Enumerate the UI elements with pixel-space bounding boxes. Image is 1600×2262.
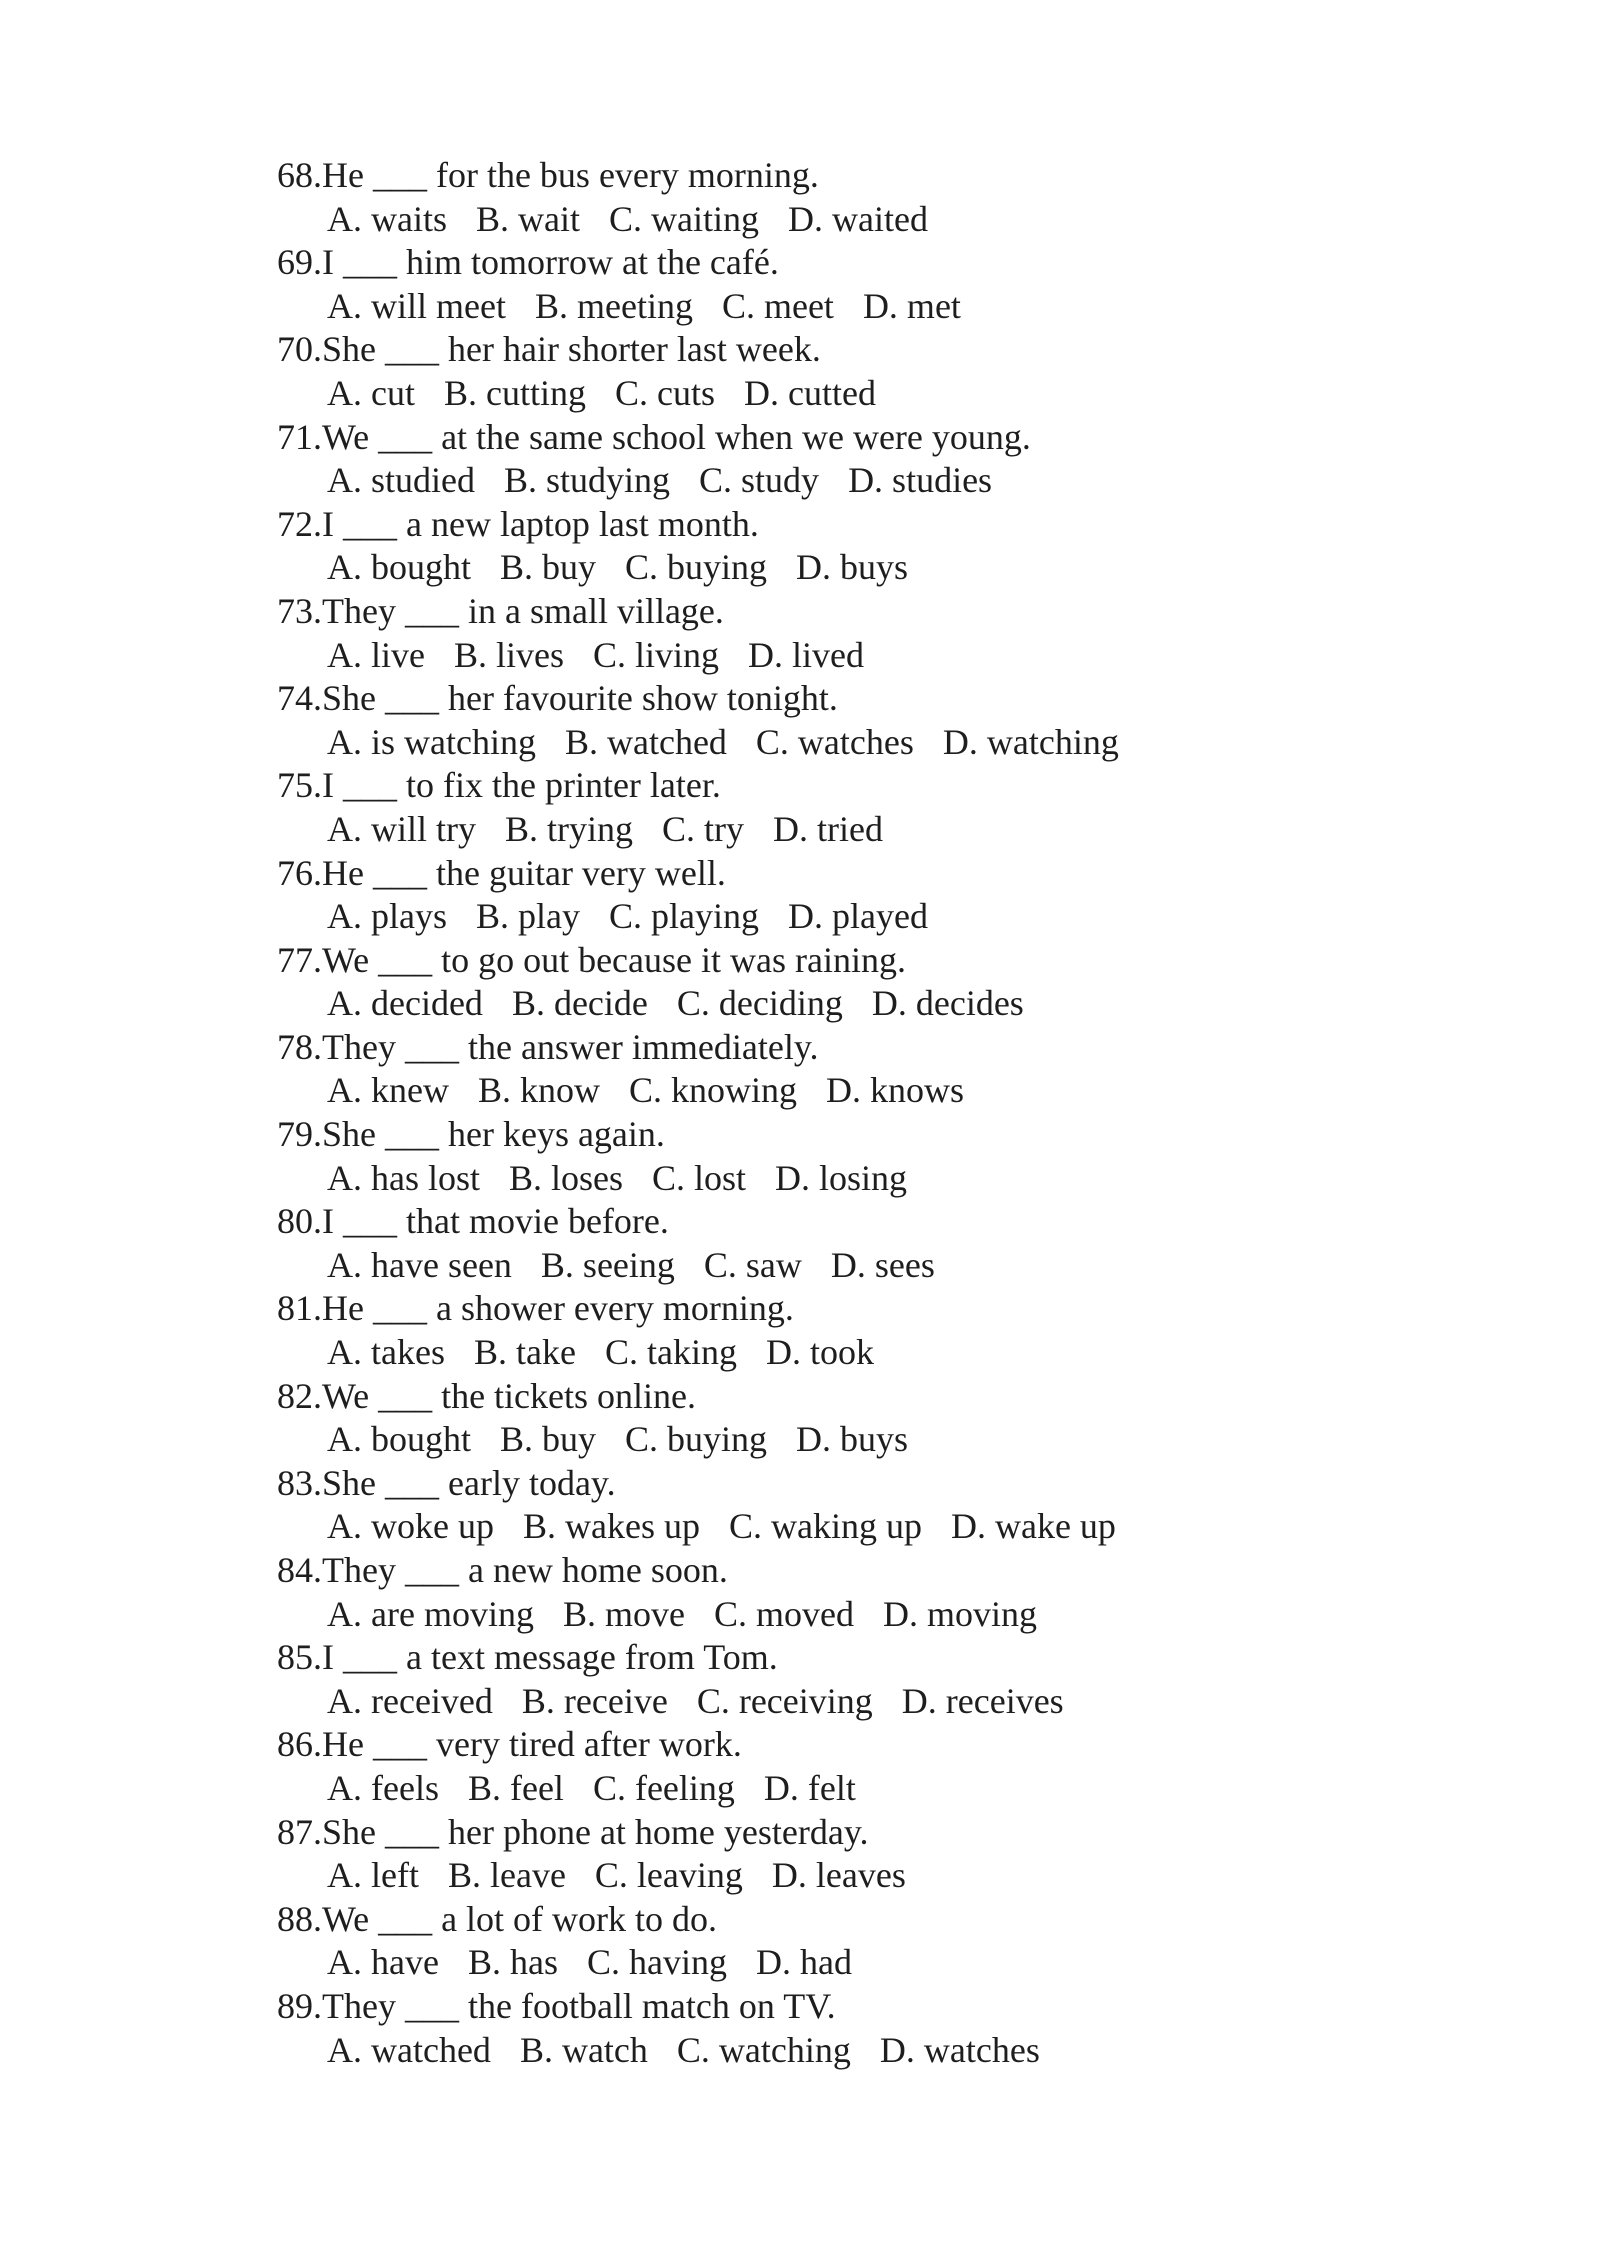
answer-option: C. buying [625, 1419, 768, 1460]
question-stem [277, 1549, 1377, 1593]
question-number: 80. [277, 1201, 322, 1242]
question-text: I ___ to fix the printer later. [322, 765, 721, 806]
answer-option: B. has [467, 1942, 558, 1983]
answer-option: D. met [862, 285, 961, 326]
answer-option: A. will meet [327, 285, 506, 326]
answer-option: C. having [586, 1942, 727, 1983]
question-number: 86. [277, 1724, 322, 1765]
answer-option: D. wake up [950, 1506, 1116, 1547]
answer-option: A. have [327, 1942, 439, 1983]
question-number: 81. [277, 1288, 322, 1329]
question-number: 77. [277, 939, 322, 980]
answer-option: A. cut [327, 372, 415, 413]
question-text: She ___ her hair shorter last week. [322, 329, 821, 370]
question-text: I ___ him tomorrow at the café. [322, 242, 779, 283]
question-text: We ___ to go out because it was raining. [322, 939, 906, 980]
answer-option: B. take [473, 1332, 576, 1373]
question-list [277, 154, 1377, 2072]
answer-option: A. feels [327, 1767, 439, 1808]
answer-option: C. deciding [676, 983, 843, 1024]
answer-options [277, 1767, 1377, 1811]
answer-options [277, 1418, 1377, 1462]
answer-option: A. watched [327, 2029, 491, 2070]
answer-option: A. studied [327, 460, 475, 501]
answer-options [277, 982, 1377, 1026]
answer-option: B. wait [476, 198, 580, 239]
answer-option: B. play [476, 896, 580, 937]
answer-option: C. feeling [592, 1767, 735, 1808]
question-stem [277, 764, 1377, 808]
answer-option: C. leaving [594, 1855, 743, 1896]
question-item [277, 1898, 1377, 1985]
answer-option: B. wakes up [522, 1506, 700, 1547]
question-stem [277, 328, 1377, 372]
question-number: 71. [277, 416, 322, 457]
answer-option: D. tried [773, 808, 883, 849]
answer-option: A. woke up [327, 1506, 494, 1547]
answer-option: B. decide [511, 983, 648, 1024]
answer-option: A. decided [327, 983, 483, 1024]
answer-option: B. loses [509, 1157, 624, 1198]
question-stem [277, 1898, 1377, 1942]
question-stem [277, 1287, 1377, 1331]
answer-option: D. decides [871, 983, 1024, 1024]
question-stem [277, 939, 1377, 983]
question-number: 85. [277, 1637, 322, 1678]
question-text: She ___ early today. [322, 1462, 616, 1503]
answer-options [277, 808, 1377, 852]
answer-options [277, 1941, 1377, 1985]
question-number: 84. [277, 1550, 322, 1590]
question-stem [277, 1375, 1377, 1419]
answer-option: D. took [765, 1332, 874, 1373]
answer-option: C. watches [755, 721, 914, 762]
answer-option: D. had [755, 1942, 852, 1983]
question-number: 74. [277, 678, 322, 719]
answer-option: C. knowing [629, 1070, 798, 1111]
answer-option: D. moving [882, 1593, 1037, 1634]
question-number: 76. [277, 852, 322, 893]
question-stem [277, 241, 1377, 285]
answer-option: B. buy [500, 547, 597, 588]
question-stem [277, 852, 1377, 896]
question-number: 70. [277, 329, 322, 370]
question-stem [277, 1113, 1377, 1157]
question-number: 73. [277, 590, 322, 631]
answer-option: D. played [788, 896, 928, 937]
question-stem [277, 677, 1377, 721]
question-item [277, 1723, 1377, 1810]
question-number: 68. [277, 155, 322, 195]
question-number: 82. [277, 1375, 322, 1416]
question-text: She ___ her favourite show tonight. [322, 678, 838, 719]
answer-option: C. taking [604, 1332, 737, 1373]
answer-option: A. received [327, 1680, 493, 1721]
answer-option: C. meet [721, 285, 834, 326]
answer-option: B. receive [521, 1680, 668, 1721]
answer-option: C. watching [676, 2029, 851, 2070]
question-item [277, 1811, 1377, 1898]
answer-options [277, 459, 1377, 503]
answer-options [277, 1244, 1377, 1288]
answer-option: C. waiting [609, 198, 759, 239]
answer-option: D. knows [826, 1070, 965, 1111]
answer-option: D. sees [830, 1244, 935, 1285]
answer-options [277, 1854, 1377, 1898]
question-stem [277, 416, 1377, 460]
answer-option: A. have seen [327, 1244, 512, 1285]
answer-option: D. buys [796, 1419, 909, 1460]
answer-options [277, 372, 1377, 416]
question-item [277, 590, 1377, 677]
answer-option: D. cutted [744, 372, 876, 413]
answer-option: A. waits [327, 198, 447, 239]
question-text: I ___ that movie before. [322, 1201, 669, 1242]
answer-option: D. receives [901, 1680, 1064, 1721]
question-number: 79. [277, 1114, 322, 1155]
answer-option: C. moved [713, 1593, 854, 1634]
question-stem [277, 1462, 1377, 1506]
answer-option: B. studying [504, 460, 671, 501]
question-item [277, 852, 1377, 939]
question-text: They ___ the answer immediately. [322, 1026, 819, 1067]
answer-option: A. bought [327, 547, 471, 588]
question-item [277, 328, 1377, 415]
answer-option: B. meeting [534, 285, 693, 326]
answer-options [277, 546, 1377, 590]
question-item [277, 241, 1377, 328]
answer-option: A. takes [327, 1332, 445, 1373]
answer-options [277, 285, 1377, 329]
question-item [277, 1549, 1377, 1636]
question-text: He ___ the guitar very well. [322, 852, 726, 893]
answer-option: A. plays [327, 896, 447, 937]
answer-options [277, 1331, 1377, 1375]
answer-options [277, 1593, 1377, 1637]
question-text: I ___ a new laptop last month. [322, 503, 759, 544]
question-item [277, 677, 1377, 764]
question-stem [277, 503, 1377, 547]
answer-option: B. lives [453, 634, 564, 675]
answer-option: D. studies [848, 460, 993, 501]
answer-option: D. buys [796, 547, 909, 588]
question-item [277, 764, 1377, 851]
answer-option: D. lived [748, 634, 865, 675]
answer-option: D. losing [775, 1157, 908, 1198]
answer-option: D. leaves [771, 1855, 906, 1896]
question-number: 75. [277, 765, 322, 806]
answer-option: A. bought [327, 1419, 471, 1460]
question-item [277, 939, 1377, 1026]
answer-option: A. knew [327, 1070, 449, 1111]
question-number: 83. [277, 1462, 322, 1503]
answer-option: B. buy [500, 1419, 597, 1460]
question-text: We ___ the tickets online. [322, 1375, 697, 1416]
answer-option: D. watches [879, 2029, 1040, 2070]
answer-options [277, 1069, 1377, 1113]
answer-option: A. are moving [327, 1593, 534, 1634]
question-stem [277, 1985, 1377, 2029]
answer-option: A. has lost [327, 1157, 480, 1198]
question-item [277, 1026, 1377, 1113]
question-text: They ___ the football match on TV. [322, 1985, 836, 2026]
question-text: She ___ her keys again. [322, 1114, 665, 1155]
question-text: He ___ for the bus every morning. [322, 155, 819, 195]
answer-options [277, 198, 1377, 242]
answer-option: B. know [477, 1070, 600, 1111]
answer-option: C. study [699, 460, 820, 501]
question-item [277, 1113, 1377, 1200]
question-text: I ___ a text message from Tom. [322, 1637, 778, 1678]
answer-option: B. move [562, 1593, 685, 1634]
question-number: 72. [277, 503, 322, 544]
question-stem [277, 1636, 1377, 1680]
answer-option: D. felt [763, 1767, 856, 1808]
answer-option: B. leave [447, 1855, 566, 1896]
answer-option: C. cuts [614, 372, 715, 413]
question-item [277, 1462, 1377, 1549]
answer-option: B. watched [564, 721, 727, 762]
answer-options [277, 1157, 1377, 1201]
question-text: We ___ at the same school when we were young. [322, 416, 1031, 457]
answer-option: C. receiving [696, 1680, 873, 1721]
answer-options [277, 721, 1377, 765]
question-item [277, 503, 1377, 590]
answer-option: D. watching [942, 721, 1119, 762]
answer-options [277, 634, 1377, 678]
question-item [277, 1985, 1377, 2072]
question-stem [277, 590, 1377, 634]
question-stem [277, 1026, 1377, 1070]
answer-option: A. left [327, 1855, 419, 1896]
question-text: He ___ a shower every morning. [322, 1288, 794, 1329]
question-text: She ___ her phone at home yesterday. [322, 1811, 869, 1852]
answer-option: B. feel [467, 1767, 564, 1808]
answer-option: C. playing [609, 896, 759, 937]
question-number: 88. [277, 1898, 322, 1939]
question-item [277, 1636, 1377, 1723]
question-item [277, 1375, 1377, 1462]
question-text: He ___ very tired after work. [322, 1724, 742, 1765]
question-stem [277, 154, 1377, 198]
question-stem [277, 1723, 1377, 1767]
answer-option: A. live [327, 634, 425, 675]
question-number: 87. [277, 1811, 322, 1852]
question-item [277, 154, 1377, 241]
answer-option: A. will try [327, 808, 476, 849]
answer-option: C. buying [625, 547, 768, 588]
answer-option: B. seeing [540, 1244, 675, 1285]
answer-option: C. saw [703, 1244, 802, 1285]
question-number: 69. [277, 242, 322, 283]
answer-option: B. cutting [443, 372, 586, 413]
answer-option: C. living [593, 634, 720, 675]
question-item [277, 416, 1377, 503]
answer-options [277, 895, 1377, 939]
question-number: 78. [277, 1026, 322, 1067]
answer-option: D. waited [788, 198, 928, 239]
question-text: They ___ in a small village. [322, 590, 724, 631]
answer-options [277, 2029, 1377, 2073]
answer-option: C. waking up [728, 1506, 922, 1547]
question-item [277, 1200, 1377, 1287]
answer-option: C. lost [652, 1157, 747, 1198]
answer-option: B. watch [519, 2029, 648, 2070]
question-stem [277, 1811, 1377, 1855]
answer-option: B. trying [505, 808, 634, 849]
question-item [277, 1287, 1377, 1374]
answer-option: C. try [662, 808, 745, 849]
question-text: We ___ a lot of work to do. [322, 1898, 718, 1939]
question-number: 89. [277, 1985, 322, 2026]
question-stem [277, 1200, 1377, 1244]
question-text: They ___ a new home soon. [322, 1550, 728, 1590]
answer-option: A. is watching [327, 721, 536, 762]
answer-options [277, 1505, 1377, 1549]
answer-options [277, 1680, 1377, 1724]
